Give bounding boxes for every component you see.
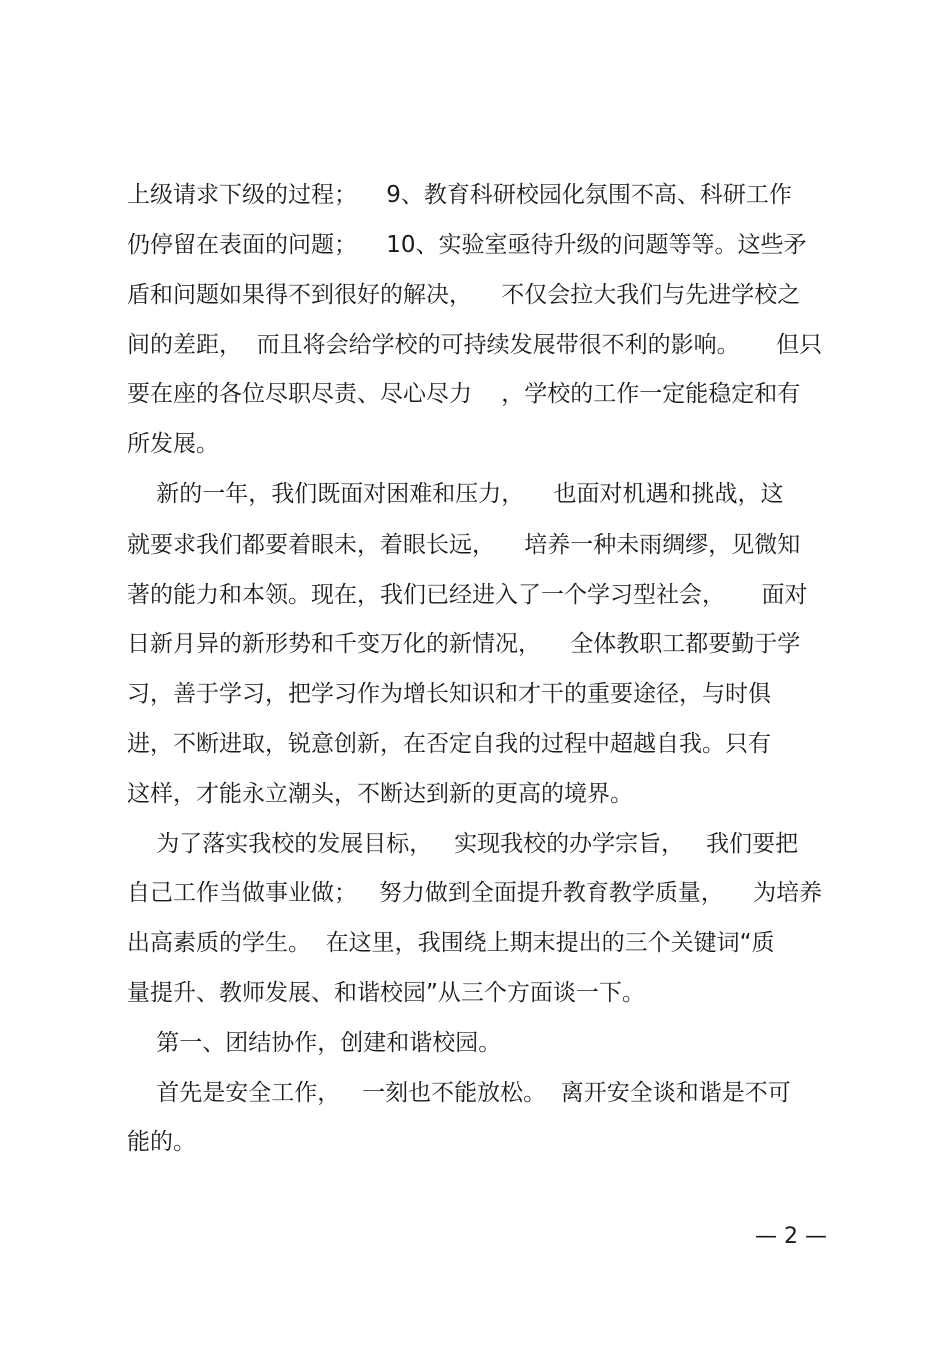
body-line-3: 盾和问题如果得不到很好的解决， 不仅会拉大我们与先进学校之 (127, 282, 801, 308)
body-line-18: 第一、团结协作，创建和谐校园。 (127, 1030, 502, 1056)
body-line-7: 新的一年，我们既面对困难和压力， 也面对机遇和挑战，这 (127, 481, 784, 507)
body-line-19: 首先是安全工作， 一刻也不能放松。 离开安全谈和谐是不可 (127, 1080, 791, 1106)
body-line-16: 出高素质的学生。 在这里，我围绕上期末提出的三个关键词“质 (127, 930, 775, 956)
body-line-9: 著的能力和本领。现在，我们已经进入了一个学习型社会， 面对 (127, 582, 808, 608)
body-line-11: 习，善于学习，把学习作为增长知识和才干的重要途径，与时俱 (127, 681, 771, 707)
body-line-13: 这样，才能永立潮头，不断达到新的更高的境界。 (127, 781, 633, 807)
body-line-20: 能的。 (127, 1129, 196, 1155)
body-line-14: 为了落实我校的发展目标， 实现我校的办学宗旨， 我们要把 (127, 831, 799, 857)
body-line-12: 进，不断进取，锐意创新，在否定自我的过程中超越自我。只有 (127, 731, 771, 757)
body-line-4: 间的差距， 而且将会给学校的可持续发展带很不利的影响。 但只 (127, 332, 823, 358)
body-line-1: 上级请求下级的过程； 9、教育科研校园化氛围不高、科研工作 (127, 182, 792, 208)
page-number: — 2 — (755, 1224, 827, 1249)
body-line-2: 仍停留在表面的问题； 10、实验室亟待升级的问题等等。这些矛 (127, 232, 807, 258)
body-line-8: 就要求我们都要着眼未，着眼长远， 培养一种未雨绸缪，见微知 (127, 532, 801, 558)
body-line-10: 日新月异的新形势和千变万化的新情况， 全体教职工都要勤于学 (127, 631, 801, 657)
body-line-6: 所发展。 (127, 431, 219, 457)
body-line-5: 要在座的各位尽职尽责、尽心尽力 ，学校的工作一定能稳定和有 (127, 381, 801, 407)
body-line-15: 自己工作当做事业做； 努力做到全面提升教育教学质量， 为培养 (127, 880, 823, 906)
body-line-17: 量提升、教师发展、和谐校园”从三个方面谈一下。 (127, 980, 645, 1006)
